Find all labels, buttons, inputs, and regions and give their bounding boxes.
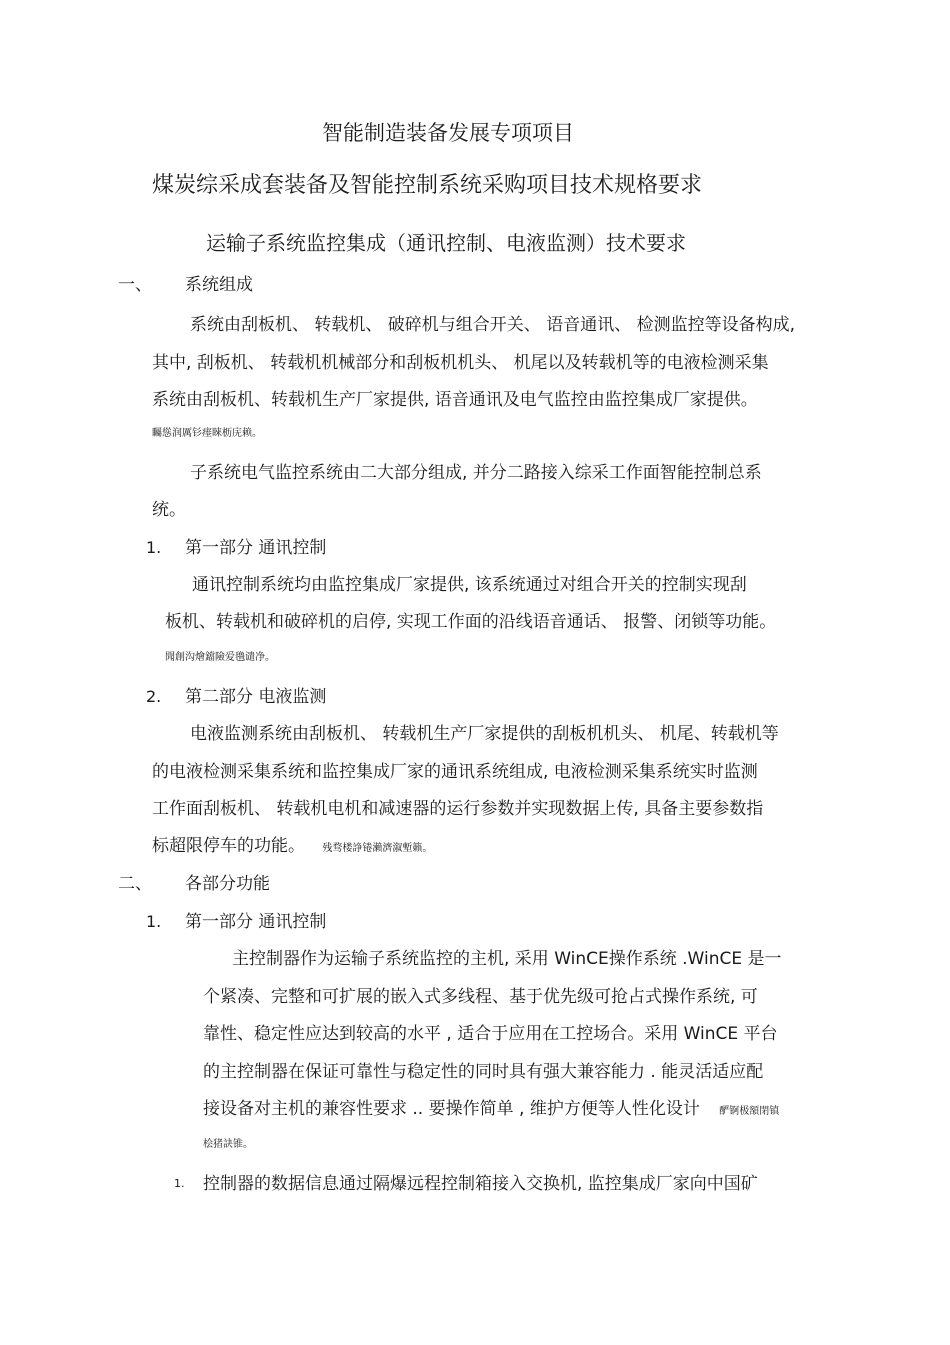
section-2-number: 二、	[118, 874, 152, 894]
section-1-item-2-number: 2.	[146, 687, 162, 706]
section-1-item-2-line-4: 标超限停车的功能。	[152, 836, 305, 856]
section-2-item-1-garble-line: 桧猪訣锥。	[203, 1139, 253, 1150]
section-1-item-2-heading: 第二部分 电液监测	[185, 687, 327, 707]
section-1-item-2-line-4-wrap	[152, 835, 432, 860]
section-1-item-1-line-2: 板机、转载机和破碎机的启停, 实现工作面的沿线语音通话、 报警、闭锁等功能。	[165, 612, 777, 632]
section-2-item-1-line-1: 主控制器作为运输子系统监控的主机, 采用 WinCE操作系统 .WinCE 是一	[232, 949, 782, 969]
section-1-para-2-line-1: 子系统电气监控系统由二大部分组成, 并分二路接入综采工作面智能控制总系	[190, 463, 762, 483]
section-2-item-1-heading: 第一部分 通讯控制	[185, 912, 327, 932]
section-1-number: 一、	[118, 275, 152, 295]
section-2-item-1-number: 1.	[146, 912, 162, 931]
section-1-item-1-line-1: 通讯控制系统均由监控集成厂家提供, 该系统通过对组合开关的控制实现刮	[192, 575, 747, 595]
section-1-item-2-garble: 残骛楼諍锩瀨濟溆塹籟。	[322, 843, 433, 854]
section-1-heading: 系统组成	[185, 275, 253, 295]
section-1-para-1-line-3: 系统由刮板机、转载机生产厂家提供, 语音通讯及电气监控由监控集成厂家提供。	[152, 390, 758, 410]
section-1-item-2-line-2: 的电液检测采集系统和监控集成厂家的通讯系统组成, 电液检测采集系统实时监测	[152, 762, 758, 782]
section-2-item-1-line-3: 靠性、稳定性应达到较高的水平 , 适合于应用在工控场合。采用 WinCE 平台	[203, 1024, 778, 1044]
section-1-para-1-line-2: 其中, 刮板机、 转载机机械部分和刮板机机头、 机尾以及转载机等的电液检测采集	[152, 353, 769, 373]
section-1-item-1-heading: 第一部分 通讯控制	[185, 538, 327, 558]
doc-title-2: 煤炭综采成套装备及智能控制系统采购项目技术规格要求	[152, 173, 703, 198]
section-2-item-1-line-5: 接设备对主机的兼容性要求 .. 要操作简单 , 维护方便等人性化设计	[203, 1099, 700, 1119]
section-2-item-1-line-4: 的主控制器在保证可靠性与稳定性的同时具有强大兼容能力 . 能灵活适应配	[203, 1062, 764, 1082]
section-1-item-2-line-1: 电液监测系统由刮板机、 转载机生产厂家提供的刮板机机头、 机尾、转载机等	[190, 724, 779, 744]
doc-subtitle: 运输子系统监控集成（通讯控制、电液监测）技术要求	[206, 231, 686, 255]
section-2-item-1-garble-inline: 酽锕极額閉镇	[719, 1106, 780, 1117]
section-2-item-1-sub-1-number: 1.	[174, 1177, 185, 1190]
section-1-item-1-number: 1.	[146, 538, 162, 557]
doc-title-1: 智能制造装备发展专项项目	[322, 121, 574, 145]
section-1-item-1-garble: 聞創沟燴鐺險爱氇谴净。	[165, 652, 275, 663]
section-1-para-2-line-2: 统。	[152, 500, 186, 520]
section-1-item-2-line-3: 工作面刮板机、 转载机电机和减速器的运行参数并实现数据上传, 具备主要参数指	[152, 799, 764, 819]
section-2-heading: 各部分功能	[185, 874, 270, 894]
section-2-item-1-line-2: 个紧凑、完整和可扩展的嵌入式多线程、基于优先级可抢占式操作系统, 可	[203, 987, 758, 1007]
section-2-item-1-sub-1-text: 控制器的数据信息通过隔爆远程控制箱接入交换机, 监控集成厂家向中国矿	[203, 1174, 758, 1194]
section-1-garble-1: 矚慫润厲钐瘗睞枥庑赖。	[152, 428, 262, 439]
section-1-para-1-line-1: 系统由刮板机、 转载机、 破碎机与组合开关、 语音通讯、 检测监控等设备构成,	[190, 315, 796, 335]
section-2-item-1-line-5-wrap	[203, 1098, 779, 1123]
